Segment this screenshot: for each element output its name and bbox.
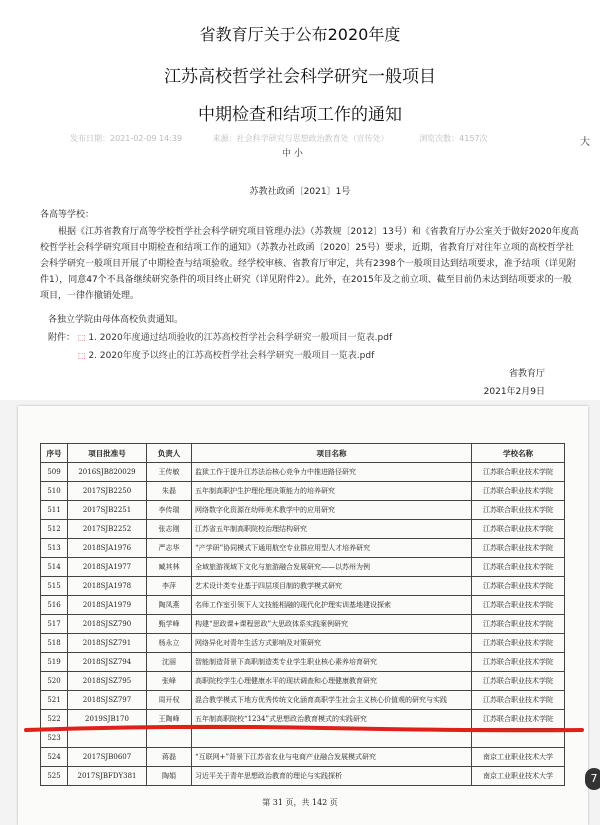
header-cell: 项目批准号 [68,444,147,463]
table-cell: 李萍 [147,577,192,596]
table-cell: 2018SJA1977 [68,558,147,577]
table-cell: 江苏联合职业技术学院 [472,653,565,672]
font-medium-button[interactable]: 中 [282,149,292,159]
table-cell: 习近平关于青年思想政治教育的理论与实践探析 [192,767,472,786]
table-cell: 甄学峰 [147,615,192,634]
table-row [41,482,565,501]
publish-date: 发布日期：2021-02-09 14:39 [70,134,183,143]
table-row [41,520,565,539]
table-cell: 臧其林 [147,558,192,577]
table-cell: 2016SJB820029 [68,463,147,482]
table-cell: 2017SJB0607 [68,748,147,767]
table-cell: 陶凤燕 [147,596,192,615]
table-header-row [41,444,565,463]
table-cell: 2018SJSZ790 [68,615,147,634]
table-row [41,539,565,558]
table-row [41,596,565,615]
doc-number: 苏教社政函〔2021〕1号 [249,187,351,197]
pdf-preview [0,400,600,825]
table-cell: “互联网+”背景下江苏省农业与电商产业融合发展模式研究 [192,748,472,767]
table-cell: 521 [41,691,68,710]
attachment-label: 附件： [48,333,76,343]
attachment-1 [48,330,392,343]
table-cell: 江苏省五年制高职院校治理结构研究 [192,520,472,539]
table-cell: 李传瑞 [147,501,192,520]
table-cell: 515 [41,577,68,596]
table-cell: 张峰 [147,672,192,691]
header-cell: 序号 [41,444,68,463]
table-cell: 2017SJB2252 [68,520,147,539]
table-cell: 2018SJSZ797 [68,691,147,710]
sign-date: 2021年2月9日 [483,387,545,397]
table-cell: 522 [41,710,68,729]
table-cell: 江苏联合职业技术学院 [472,691,565,710]
table-cell: 511 [41,501,68,520]
table-cell: 王传敏 [147,463,192,482]
table-row [41,463,565,482]
table-row [41,748,565,767]
table-cell: 2017SJB2251 [68,501,147,520]
table-cell: 2019SJB170 [68,710,147,729]
table-cell: 2018SJSZ795 [68,672,147,691]
table-cell: 519 [41,653,68,672]
second-paragraph: 各独立学院由母体高校负责通知。 [48,315,184,325]
table-cell: 2018SJSZ791 [68,634,147,653]
table-cell: 509 [41,463,68,482]
table-cell: 构建“思政课+课程思政”大思政体系实践案例研究 [192,615,472,634]
table-cell: 王陶峰 [147,710,192,729]
header-cell: 学校名称 [472,444,565,463]
table-cell: 2018SJSZ794 [68,653,147,672]
table-cell: 网络数字化资源在幼师美术教学中的应用研究 [192,501,472,520]
pdf-icon: ⬚ [78,351,86,360]
page-title-line2: 江苏高校哲学社会科学研究一般项目 [164,67,436,87]
table-cell: 五年制高职院校“1234”式思想政治教育模式的实践研究 [192,710,472,729]
project-table [40,443,565,786]
table-cell: 江苏联合职业技术学院 [472,558,565,577]
table-cell: 全域旅游视域下文化与旅游融合发展研究——以苏州为例 [192,558,472,577]
table-cell: 网络异化对青年生活方式影响及对策研究 [192,634,472,653]
attachment-1-link[interactable]: 1. 2020年度通过结项验收的江苏高校哲学社会科学研究一般项目一览表.pdf [88,333,393,343]
table-cell: 江苏联合职业技术学院 [472,577,565,596]
header-cell: 项目名称 [192,444,472,463]
table-cell: 南京工业职业技术大学 [472,748,565,767]
font-small-button[interactable]: 小 [293,149,303,159]
main-paragraph: 根据《江苏省教育厅高等学校哲学社会科学研究项目管理办法》（苏教规〔2012〕13号）和《省教育厅办公室关于做好2020年度高校哲学社会科学研究项目中期检查和结项工作的通知》（苏教办社政函〔2020〕25号）要求，近期，省教育厅对往年立项的高校哲学社会科学研究一般项目开展了中期检查与结项验收。经学校审核、省教育厅审定，共有2398个一般项目达到结项要求，准予结项（详见附件1），同意47个不具备继续研究条件的项目终止研究（详见附件2）。此外，在2015年及之前立项、截至目前仍未达到结项要求的一般项目，一律作撤销处理。 [40,227,579,301]
font-size-controls [282,146,303,159]
table-cell: 江苏联合职业技术学院 [472,710,565,729]
table-cell: 南京工业职业技术大学 [472,767,565,786]
table-cell: 江苏联合职业技术学院 [472,615,565,634]
source: 来源：社会科学研究与思想政治教育处（宣传处） [212,134,389,143]
table-row [41,615,565,634]
table-cell: 江苏联合职业技术学院 [472,539,565,558]
table-cell: 智能制造背景下高职制造类专业学生职业核心素养培育研究 [192,653,472,672]
table-cell: 高职院校学生心理健康水平的现状调查和心理健康教育研究 [192,672,472,691]
table-cell: 512 [41,520,68,539]
table-cell: 2017SJBFDY381 [68,767,147,786]
table-cell: 2017SJB2250 [68,482,147,501]
table-row [41,691,565,710]
table-cell: 513 [41,539,68,558]
table-cell: 沈丽 [147,653,192,672]
page-title-line3: 中期检查和结项工作的通知 [198,105,402,125]
table-cell: 杨永立 [147,634,192,653]
table-cell: 2018SJA1979 [68,596,147,615]
page-indicator: 第 31 页，共 142 页 [262,798,338,807]
table-cell: 蒋磊 [147,748,192,767]
table-cell: 监狱工作于提升江苏法治核心竞争力中推进路径研究 [192,463,472,482]
table-cell: 江苏联合职业技术学院 [472,596,565,615]
table-cell: 517 [41,615,68,634]
table-row [41,634,565,653]
table-row [41,558,565,577]
signature: 省教育厅 [508,369,545,379]
table-cell: 朱磊 [147,482,192,501]
table-cell: 五年制高职护生护理伦理决策能力的培养研究 [192,482,472,501]
table-cell: 张志刚 [147,520,192,539]
table-cell: 江苏联合职业技术学院 [472,463,565,482]
table-cell: 2018SJA1978 [68,577,147,596]
table-cell: 510 [41,482,68,501]
table-cell: 严志华 [147,539,192,558]
table-row [41,767,565,786]
notice-section [0,0,600,400]
table-cell: 514 [41,558,68,577]
table-row [41,672,565,691]
table-cell: 江苏联合职业技术学院 [472,672,565,691]
red-highlight-stroke [24,724,584,734]
table-cell: 518 [41,634,68,653]
table-cell: “产学研”协同模式下通用航空专业群应用型人才培养研究 [192,539,472,558]
float-badge[interactable]: 7 [585,768,600,790]
table-cell: 名师工作室引领下人文技能相融的现代化护理实训基地建设探索 [192,596,472,615]
table-cell: 艺术设计类专业基于四层项目制的教学模式研究 [192,577,472,596]
table-row [41,501,565,520]
table-row [41,577,565,596]
table-cell: 陶娟 [147,767,192,786]
salutation: 各高等学校： [40,210,95,220]
font-large-button[interactable]: 大 [580,137,590,148]
table-cell: 523 [41,729,68,748]
table-cell: 周开权 [147,691,192,710]
table-cell: 混合教学模式下地方优秀传统文化涵育高职学生社会主义核心价值观的研究与实践 [192,691,472,710]
table-cell: 江苏联合职业技术学院 [472,520,565,539]
attachment-2 [78,348,374,361]
pdf-page [18,406,588,825]
page-title-line1: 省教育厅关于公布2020年度 [199,25,401,44]
table-cell: 525 [41,767,68,786]
table-cell: 2018SJA1976 [68,539,147,558]
table-cell: 江苏联合职业技术学院 [472,482,565,501]
table-row [41,653,565,672]
table-cell: 516 [41,596,68,615]
header-cell: 负责人 [147,444,192,463]
table-cell: 524 [41,748,68,767]
attachment-2-link[interactable]: 2. 2020年度予以终止的江苏高校哲学社会科学研究一般项目一览表.pdf [88,351,375,361]
table-cell: 江苏联合职业技术学院 [472,501,565,520]
view-count: 浏览次数：4157次 [419,134,488,143]
article-meta [70,133,580,144]
table-cell: 520 [41,672,68,691]
pdf-icon: ⬚ [77,333,86,342]
table-cell: 江苏联合职业技术学院 [472,634,565,653]
